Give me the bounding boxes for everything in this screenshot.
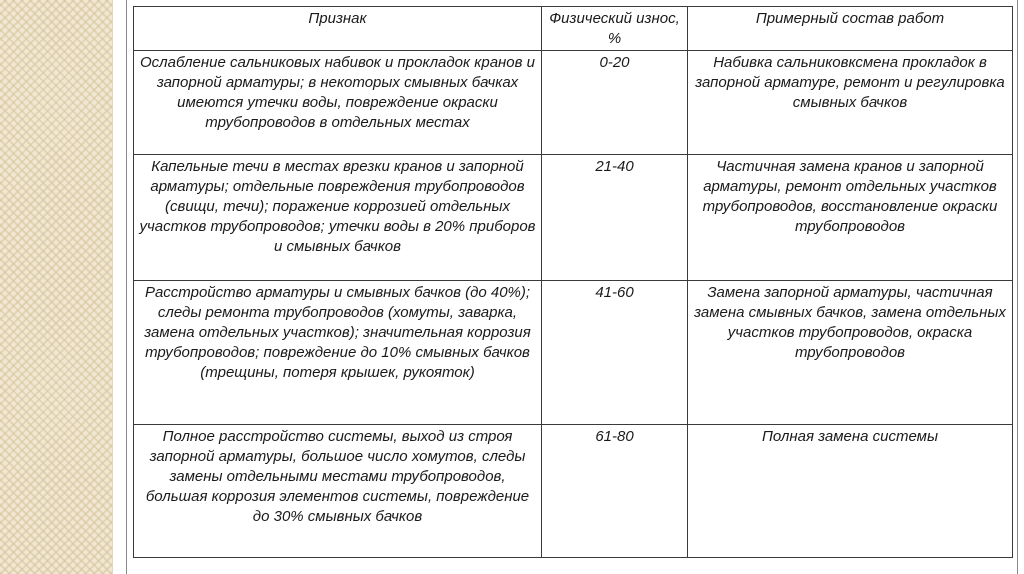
- row-works: Полная замена системы: [688, 425, 1013, 558]
- table-row: [134, 281, 1013, 425]
- header-works: Примерный состав работ: [688, 7, 1013, 51]
- row-sign: Капельные течи в местах врезки кранов и запорной арматуры; отдельные повреждения трубопроводов (свищи, течи); поражение коррозией отдельных участков трубопроводов; утечки воды в 20% приборов и смывных бачков: [134, 155, 542, 281]
- table-row: [134, 425, 1013, 558]
- left-rule: [126, 0, 127, 574]
- row-wear: 61-80: [542, 425, 688, 558]
- header-wear: Физический износ, %: [542, 7, 688, 51]
- row-works: Набивка сальниковксмена прокладок в запорной арматуре, ремонт и регулировка смывных бачков: [688, 51, 1013, 155]
- row-wear: 0-20: [542, 51, 688, 155]
- header-sign: Признак: [134, 7, 542, 51]
- row-works: Замена запорной арматуры, частичная замена смывных бачков, замена отдельных участков трубопроводов, окраска трубопроводов: [688, 281, 1013, 425]
- row-sign: Расстройство арматуры и смывных бачков (до 40%); следы ремонта трубопроводов (хомуты, заварка, замена отдельных участков); значительная коррозия трубопроводов; повреждение до 10% смывных бачков (трещины, потеря крышек, рукояток): [134, 281, 542, 425]
- table-row: [134, 51, 1013, 155]
- table-header-row: [134, 7, 1013, 51]
- row-works: Частичная замена кранов и запорной арматуры, ремонт отдельных участков трубопроводов, восстановление окраски трубопроводов: [688, 155, 1013, 281]
- row-sign: Ослабление сальниковых набивок и прокладок кранов и запорной арматуры; в некоторых смывных бачках имеются утечки воды, повреждение окраски трубопроводов в отдельных местах: [134, 51, 542, 155]
- row-sign: Полное расстройство системы, выход из строя запорной арматуры, большое число хомутов, следы замены отдельными местами трубопроводов, большая коррозия элементов системы, повреждение до 30% смывных бачков: [134, 425, 542, 558]
- row-wear: 21-40: [542, 155, 688, 281]
- decorative-sidebar: [0, 0, 113, 574]
- row-wear: 41-60: [542, 281, 688, 425]
- wear-table: [133, 6, 1013, 558]
- table-row: [134, 155, 1013, 281]
- right-rule: [1017, 0, 1018, 574]
